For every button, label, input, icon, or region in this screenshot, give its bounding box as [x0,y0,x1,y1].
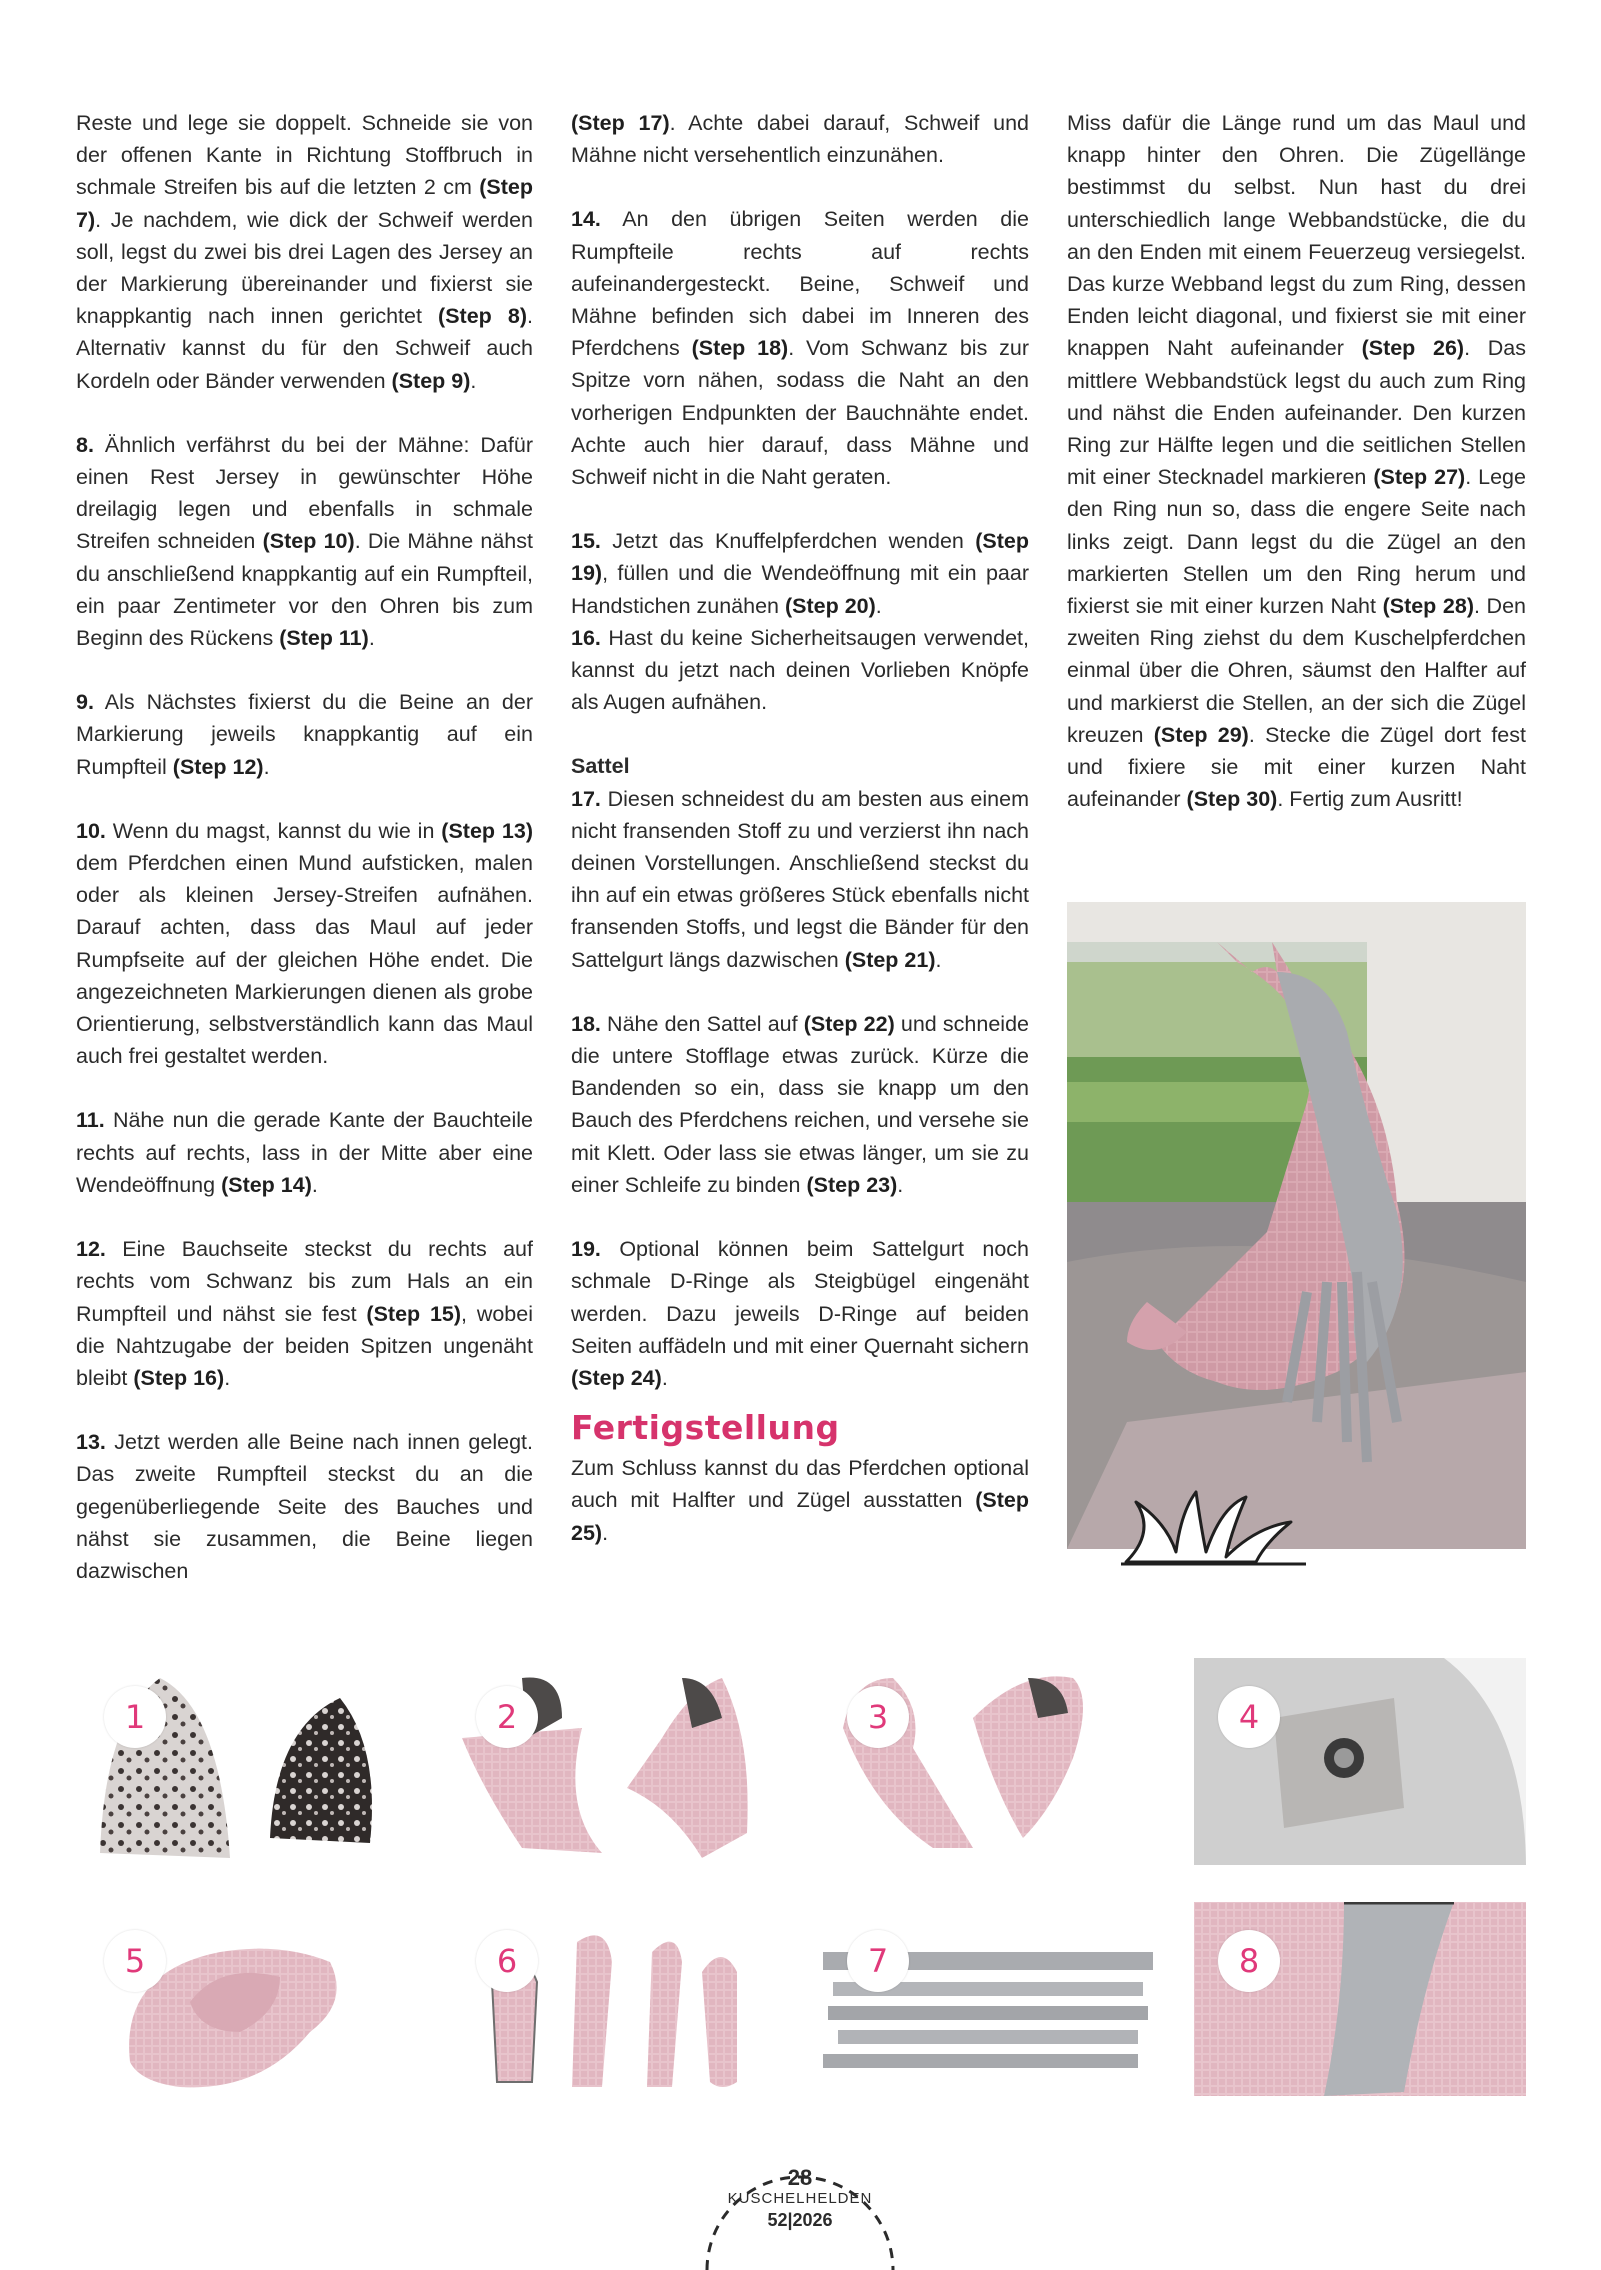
bold-ref: 10. [76,818,106,843]
section-title: Fertigstellung [571,1408,840,1448]
step-photo-8 [1194,1902,1526,2096]
bold-ref: (Step 28) [1382,594,1474,619]
bold-ref: 15. [571,529,601,554]
horse-photo [1067,902,1526,1549]
text-column-3 [1067,107,1526,847]
bold-ref: (Step 9) [391,368,471,393]
step-photo-1 [80,1658,412,1865]
bold-ref: (Step 27) [1373,465,1466,490]
step-badge: 7 [847,1930,909,1992]
step-badge: 6 [476,1930,538,1992]
paragraph-step-18: 18. Nähe den Sattel auf (Step 22) und schneide die untere Stofflage etwas zurück. Kürze die Bandenden so ein, dass sie knapp um den Bauch des Pferdchens reichen, und versehe sie mit Klett. Oder lass sie etwas länger, um sie zu einer Schleife zu binden (Step 23). [571,1011,1029,1197]
bold-ref: 19. [571,1237,601,1262]
paragraph-step-11: 11. Nähe nun die gerade Kante der Bauchteile rechts auf rechts, lass in der Mitte aber eine Wendeöffnung (Step 14). [76,1108,533,1197]
paragraph-step-15: 15. Jetzt das Knuffelpferdchen wenden (Step 19), füllen und die Wendeöffnung mit ein paar Handstichen zunähen (Step 20). [571,529,1029,618]
bold-ref: (Step 14) [221,1172,312,1197]
bold-ref: 13. [76,1430,106,1455]
bold-ref: 12. [76,1237,106,1262]
bold-ref: (Step 24) [571,1365,662,1390]
step-photo-6 [452,1902,784,2096]
paragraph-step-10: 10. Wenn du magst, kannst du wie in (Step 13) dem Pferdchen einen Mund aufsticken, malen oder als kleinen Jersey-Streifen aufnähen. Darauf achten, dass das Maul auf jeder Rumpfseite auf der gleichen Höhe endet. Die angezeichneten Markierungen dienen als grobe Orientierung, selbstverständlich kann das Maul auch frei gestaltet werden. [76,818,533,1069]
bold-ref: (Step 17) [571,111,670,135]
paragraph-fertigstellung: Zum Schluss kannst du das Pferdchen optional auch mit Halfter und Zügel ausstatten (Step 25). [571,1456,1029,1545]
step-photo-7 [823,1902,1155,2096]
step-badge: 1 [104,1686,166,1748]
bold-ref: (Step 30) [1186,787,1278,812]
bold-ref: (Step 29) [1153,722,1249,747]
issue-number: 52|2026 [767,2210,833,2230]
bold-ref: 8. [76,432,94,457]
bold-ref: (Step 21) [844,947,936,972]
bold-ref: (Step 15) [366,1301,462,1326]
bold-ref: 18. [571,1011,601,1036]
bold-ref: (Step 20) [784,593,876,618]
bold-ref: (Step 8) [438,304,528,329]
paragraph-step-9: 9. Als Nächstes fixierst du die Beine an der Markierung jeweils knappkantig auf ein Rumpfteil (Step 12). [76,690,533,779]
magazine-name: KUSCHELHELDEN [727,2190,873,2207]
step-photo-3 [823,1658,1155,1865]
bold-ref: 9. [76,690,94,715]
bold-ref: 16. [571,625,601,650]
subheading-sattel: Sattel [571,754,630,779]
step-badge: 3 [847,1686,909,1748]
bold-ref: (Step 25) [571,1488,1029,1545]
paragraph: (Step 17). Achte dabei darauf, Schweif und Mähne nicht versehentlich einzunähen. [571,111,1029,168]
step-photo-2 [452,1658,784,1865]
step-badge: 5 [104,1930,166,1992]
paragraph-step-16: 16. Hast du keine Sicherheitsaugen verwendet, kannst du jetzt nach deinen Vorlieben Knöpfe als Augen aufnähen. [571,625,1029,715]
bold-ref: (Step 12) [172,754,264,779]
text-column-2 [571,107,1029,1549]
step-badge: 2 [476,1686,538,1748]
text-column-1 [76,107,533,1619]
bold-ref: (Step 23) [806,1172,898,1197]
bold-ref: 17. [571,786,601,811]
bold-ref: (Step 16) [133,1365,225,1390]
bold-ref: 11. [76,1108,105,1133]
bold-ref: (Step 13) [441,818,533,843]
step-photo-4 [1194,1658,1526,1865]
bold-ref: 14. [571,207,601,232]
paragraph-step-12: 12. Eine Bauchseite steckst du rechts auf rechts vom Schwanz bis zum Hals an ein Rumpfteil und nähst sie fest (Step 15), wobei die Nahtzugabe der beiden Spitzen ungenäht bleibt (Step 16). [76,1237,533,1390]
bold-ref: (Step 11) [279,626,369,651]
step-photo-5 [80,1902,412,2096]
bold-ref: (Step 22) [803,1011,895,1036]
bold-ref: (Step 26) [1361,336,1465,361]
bold-ref: (Step 10) [262,529,355,554]
paragraph-step-8: 8. Ähnlich verfährst du bei der Mähne: Dafür einen Rest Jersey in gewünschter Höhe dreilagig legen und ebenfalls in schmale Streifen schneiden (Step 10). Die Mähne nähst du anschließend knappkantig auf ein Rumpfteil, ein paar Zentimeter vor den Ohren bis zum Beginn des Rückens (Step 11). [76,432,533,651]
step-badge: 8 [1218,1930,1280,1992]
page-number: 28 [787,2165,813,2190]
step-badge: 4 [1218,1686,1280,1748]
paragraph-step-13: 13. Jetzt werden alle Beine nach innen gelegt. Das zweite Rumpfteil steckst du an die gegenüberliegende Seite des Bauches und nähst sie zusammen, die Beine liegen dazwischen [76,1430,533,1583]
paragraph-step-14: 14. An den übrigen Seiten werden die Rumpfteile rechts auf rechts aufeinandergesteckt. Beine, Schweif und Mähne befinden sich dabei im Inneren des Pferdchens (Step 18). Vom Schwanz bis zur Spitze vorn nähen, sodass die Naht an den vorherigen Endpunkten der Bauchnähte endet. Achte auch hier darauf, dass Mähne und Schweif nicht in die Naht geraten. [571,207,1029,490]
paragraph: Miss dafür die Länge rund um das Maul und knapp hinter den Ohren. Die Zügellänge bestimmst du selbst. Nun hast du drei unterschiedlich lange Webbandstücke, die du an den Enden mit einem Feuerzeug versiegelst. Das kurze Webband legst du zum Ring, dessen Enden leicht diagonal, und fixierst sie mit einer knappen Naht aufeinander (Step 26). Das mittlere Webbandstück legst du auch zum Ring und nähst die Enden aufeinander. Den kurzen Ring zur Hälfte legen und die seitlichen Stellen mit einer Stecknadel markieren (Step 27). Lege den Ring nun so, dass die engere Seite nach links zeigt. Dann legst du die Zügel an den markierten Stellen um den Ring herum und fixierst sie mit einer kurzen Naht (Step 28). Den zweiten Ring ziehst du dem Kuschelpferdchen einmal über die Ohren, säumst den Halfter auf und markierst die Stellen, an der sich die Zügel kreuzen (Step 29). Stecke die Zügel dort fest und fixiere sie mit einer kurzen Naht aufeinander (Step 30). Fertig zum Ausritt! [1067,111,1526,812]
bold-ref: (Step 7) [76,175,533,232]
bold-ref: (Step 18) [691,336,789,361]
paragraph: Reste und lege sie doppelt. Schneide sie von der offenen Kante in Richtung Stoffbruch in schmale Streifen bis auf die letzten 2 cm (Step 7). Je nachdem, wie dick der Schweif werden soll, legst du zwei bis drei Lagen des Jersey an der Markierung übereinander und fixierst sie knappkantig nach innen gerichtet (Step 8). Alternativ kannst du für den Schweif auch Kordeln oder Bänder verwenden (Step 9). [76,111,533,393]
page-footer [695,2130,905,2270]
paragraph-step-19: 19. Optional können beim Sattelgurt noch schmale D-Ringe als Steigbügel eingenäht werden. Dazu jeweils D-Ringe auf beiden Seiten auffädeln und mit einer Quernaht sichern (Step 24). [571,1237,1029,1390]
grass-doodle [1116,1482,1316,1572]
bold-ref: (Step 19) [571,529,1029,586]
paragraph-step-17: 17. Diesen schneidest du am besten aus einem nicht fransenden Stoff zu und verzierst ihn nach deinen Vorstellungen. Anschließend steckst du ihn auf ein etwas größeres Stück ebenfalls nicht fransenden Stoffs, und legst die Bänder für den Sattelgurt längs dazwischen (Step 21). [571,786,1029,972]
